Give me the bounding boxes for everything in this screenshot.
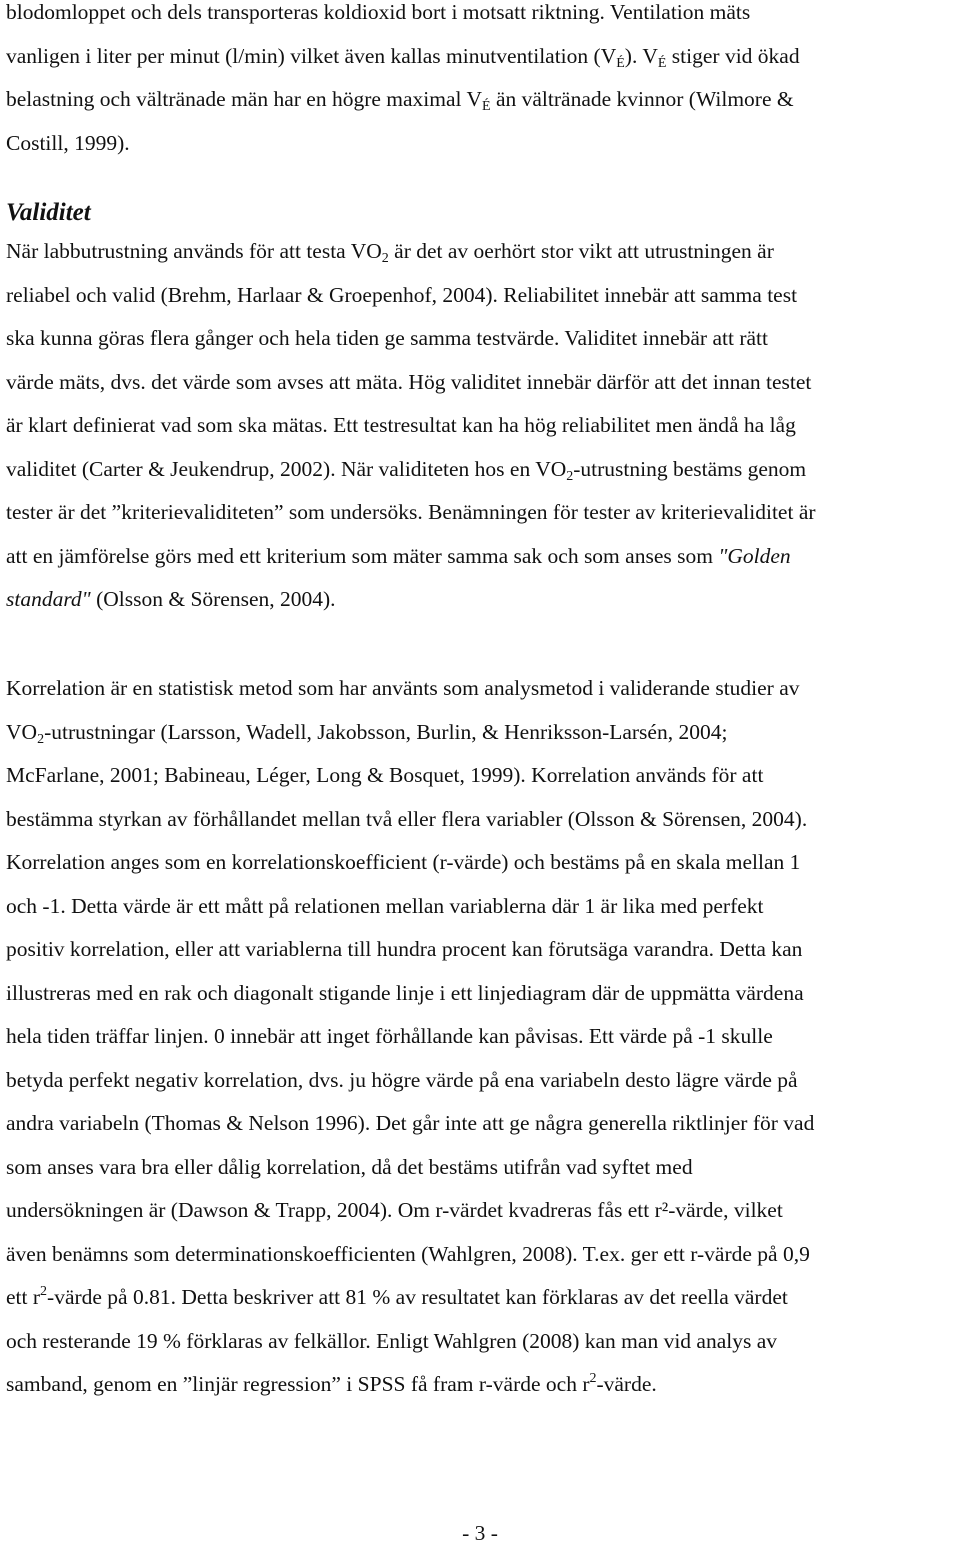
correlation-line: bestämma styrkan av förhållandet mellan två eller flera variabler (Olsson & Sörensen, 2004). [6, 806, 808, 831]
intro-line: vanligen i liter per minut (l/min) vilket även kallas minutventilation $(V_É)$. $V_É$ stiger vid ökad [6, 43, 800, 71]
correlation-line: och resterande 19 % förklaras av felkällor. Enligt Wahlgren (2008) kan man vid analys av [6, 1328, 778, 1353]
validity-line: validitet (Carter & Jeukendrup, 2002). När validiteten hos en $VO_2$-utrustning bestäms genom [6, 456, 807, 484]
intro-line: belastning och vältränade män har en högre maximal $V_É$ än vältränade kvinnor (Wilmore & [6, 87, 794, 114]
validity-line: tester är det ”kriterievaliditeten” som undersöks. Benämningen för tester av kriterievaliditet är [6, 500, 816, 524]
correlation-line: ett $r^2$-värde på 0.81. Detta beskriver att 81 % av resultatet kan förklaras av det reella värdet [6, 1284, 788, 1309]
validity-line: att en jämförelse görs med ett kriterium som mäter samma sak och som anses som "Golden [6, 543, 791, 568]
correlation-line: betyda perfekt negativ korrelation, dvs. ju högre värde på ena variabeln desto lägre värde på [6, 1067, 798, 1092]
correlation-line: andra variabeln (Thomas & Nelson 1996). Det går inte att ge några generella riktlinjer för vad [6, 1111, 815, 1135]
validity-line: reliabel och valid (Brehm, Harlaar & Groepenhof, 2004). Reliabilitet innebär att samma test [6, 282, 798, 307]
correlation-line: även benämns som determinationskoefficienten (Wahlgren, 2008). T.ex. ger ett r-värde på 0,9 [6, 1241, 810, 1266]
correlation-line: $VO_2$-utrustningar (Larsson, Wadell, Jakobsson, Burlin, & Henriksson-Larsén, 2004; [6, 719, 728, 747]
correlation-line: undersökningen är (Dawson & Trapp, 2004). Om r-värdet kvadreras fås ett r²-värde, vilket [6, 1198, 783, 1222]
correlation-line: illustreras med en rak och diagonalt stigande linje i ett linjediagram där de uppmätta värdena [6, 980, 804, 1005]
correlation-line: samband, genom en ”linjär regression” i SPSS få fram r-värde och $r^2$-värde. [6, 1371, 657, 1396]
correlation-line: som anses vara bra eller dålig korrelation, då det bestäms utifrån vad syftet med [6, 1154, 693, 1179]
intro-line: Costill, 1999). [6, 130, 130, 155]
page-number: - 3 - [462, 1521, 498, 1545]
validity-line: standard" (Olsson & Sörensen, 2004). [6, 587, 336, 611]
correlation-line: hela tiden träffar linjen. 0 innebär att inget förhållande kan påvisas. Ett värde på -1 skulle [6, 1024, 773, 1048]
correlation-line: och -1. Detta värde är ett mått på relationen mellan variablerna där 1 är lika med perfekt [6, 893, 764, 918]
correlation-line: McFarlane, 2001; Babineau, Léger, Long & Bosquet, 1999). Korrelation används för att [6, 763, 764, 787]
validity-line: är klart definierat vad som ska mätas. Ett testresultat kan ha hög reliabilitet men ändå ha låg [6, 413, 796, 437]
validity-line: värde mäts, dvs. det värde som avses att mäta. Hög validitet innebär därför att det innan testet [6, 369, 812, 394]
correlation-line: Korrelation är en statistisk metod som har använts som analysmetod i validerande studier av [6, 676, 800, 700]
correlation-line: Korrelation anges som en korrelationskoefficient (r-värde) och bestäms på en skala mellan 1 [6, 850, 801, 874]
section-heading-validitet: Validitet [6, 199, 91, 226]
validity-line: ska kunna göras flera gånger och hela tiden ge samma testvärde. Validitet innebär att rätt [6, 326, 768, 350]
correlation-line: positiv korrelation, eller att variablerna till hundra procent kan förutsäga varandra. Detta kan [6, 937, 803, 961]
intro-line: blodomloppet och dels transporteras koldioxid bort i motsatt riktning. Ventilation mäts [6, 0, 751, 24]
validity-line: När labbutrustning används för att testa $VO_2$ är det av oerhört stor vikt att utrustningen är [6, 239, 774, 266]
